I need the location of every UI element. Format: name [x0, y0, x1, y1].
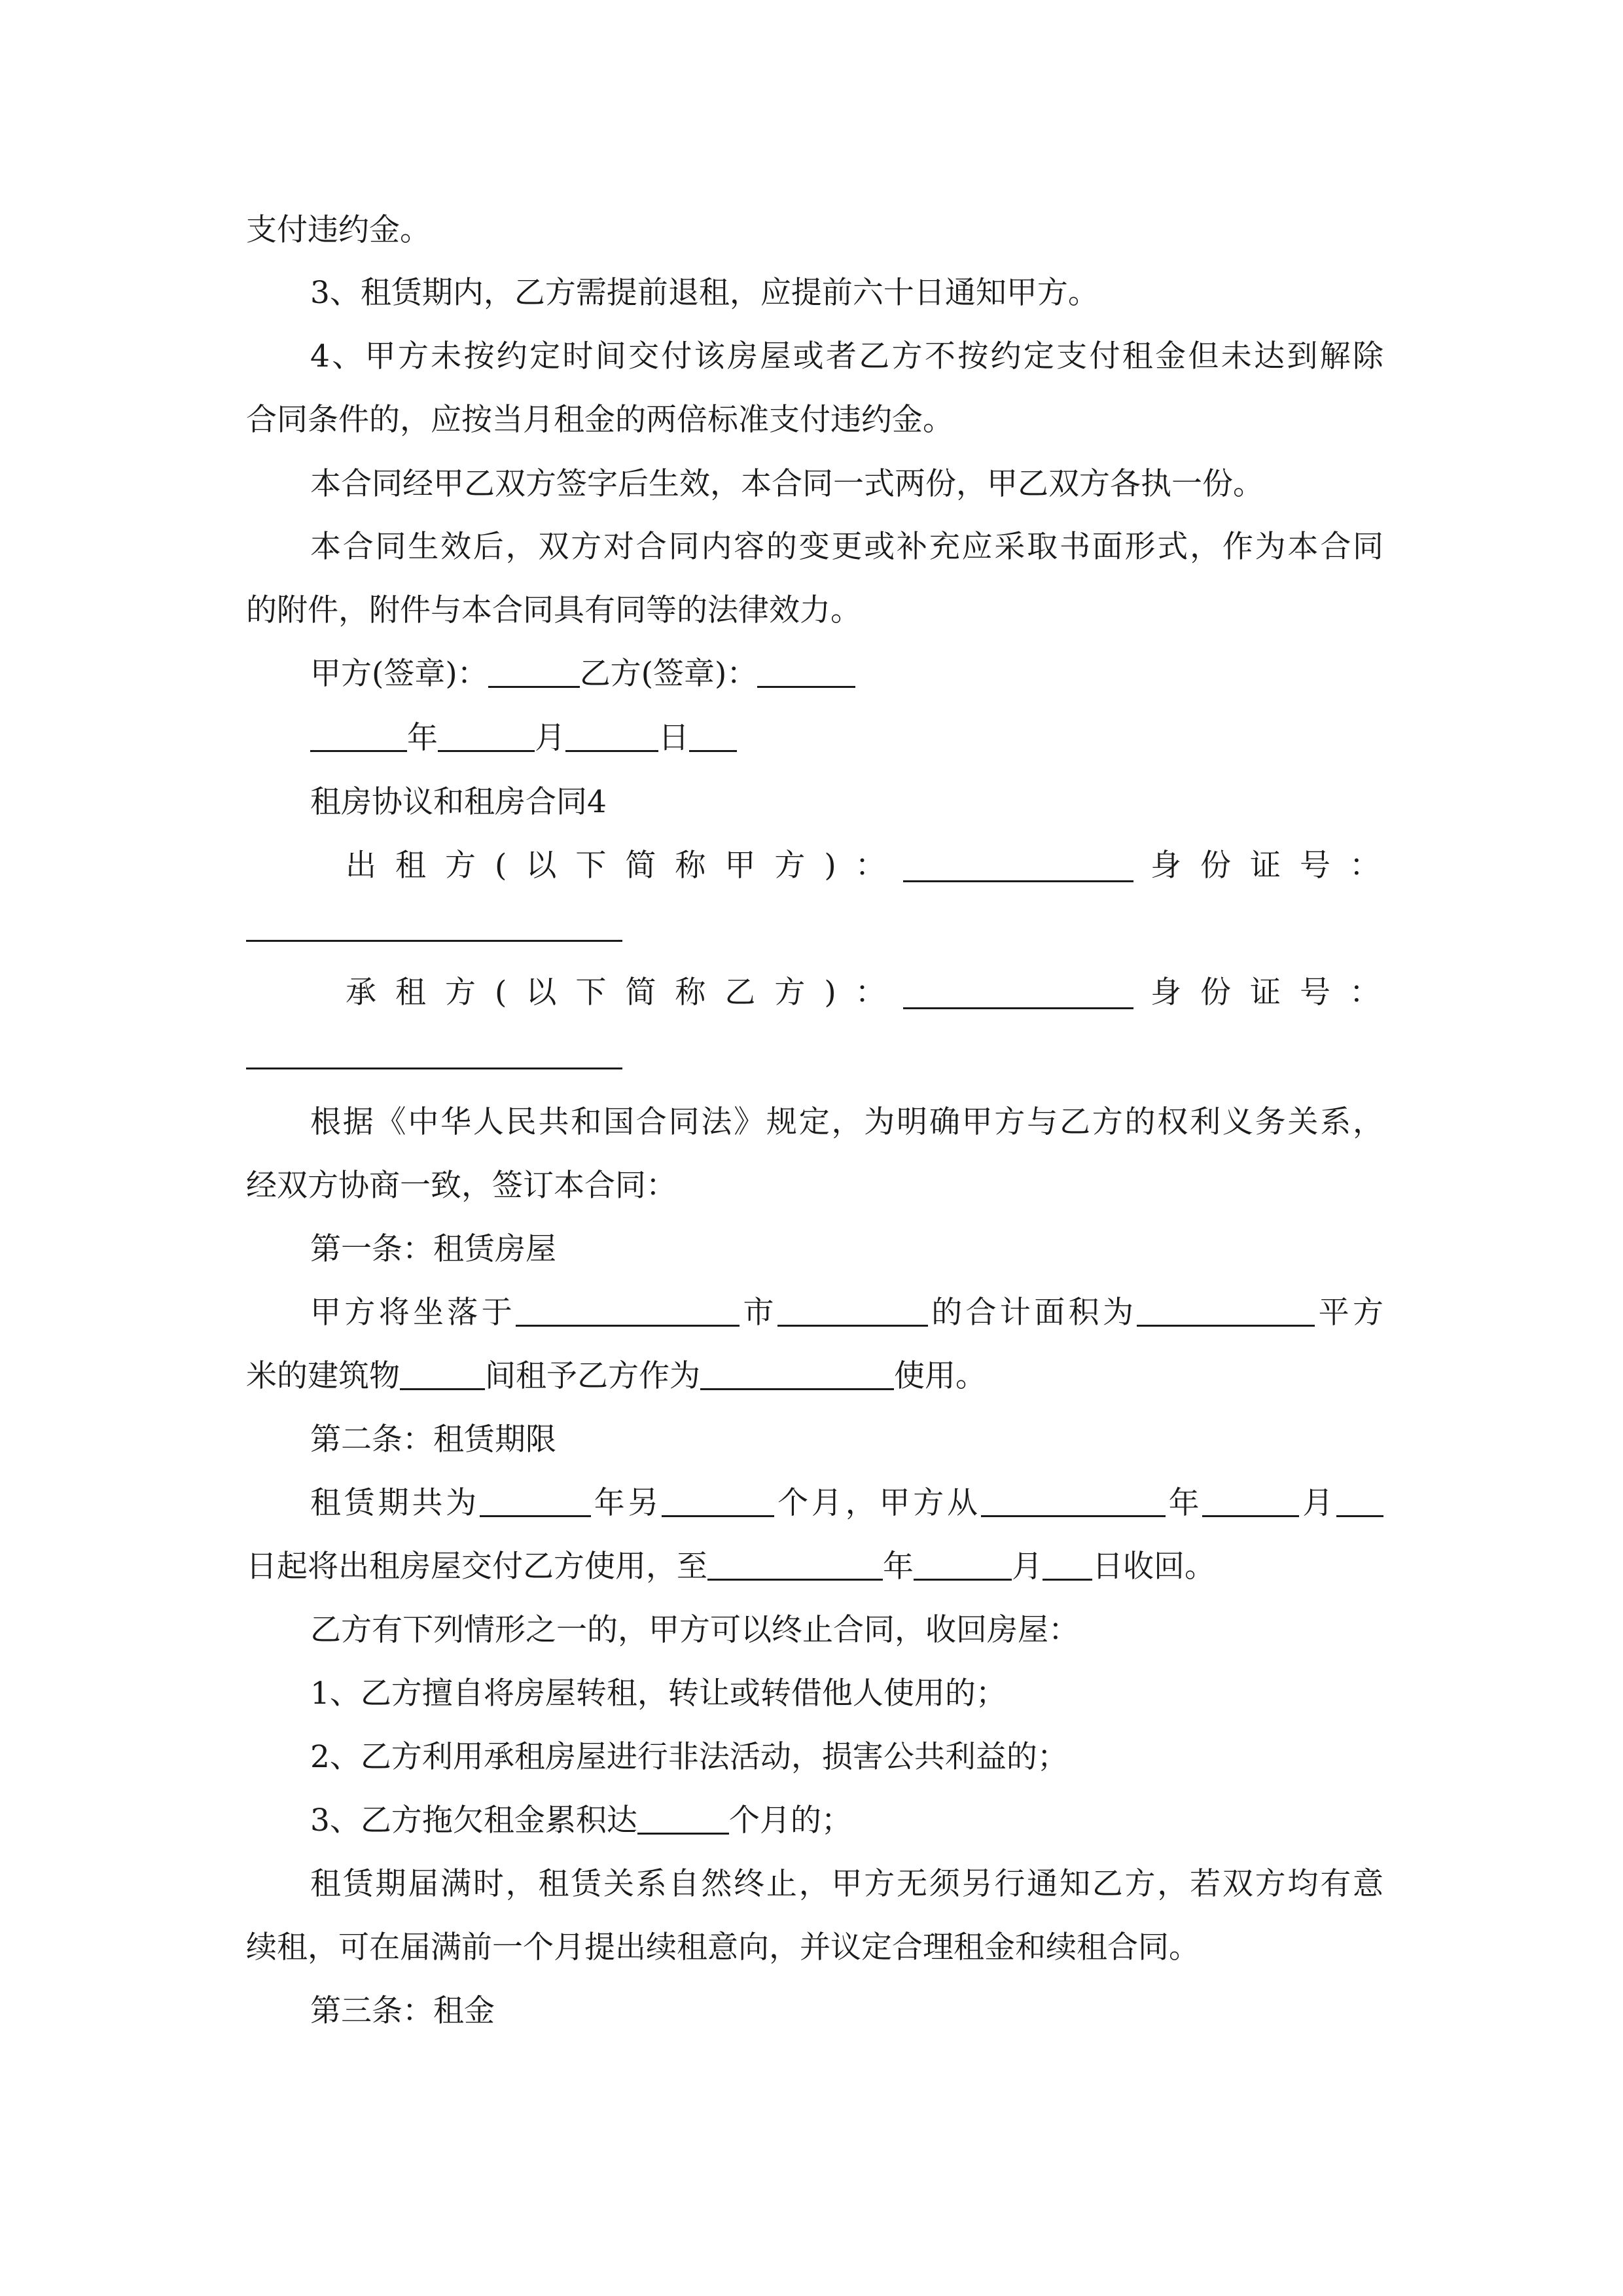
- paragraph-line: 租赁期届满时，租赁关系自然终止，甲方无须另行通知乙方，若双方均有意: [310, 1866, 1383, 1902]
- list-item: 1、乙方擅自将房屋转租，转让或转借他人使用的；: [310, 1676, 1007, 1712]
- overdue-months-blank: [637, 1803, 729, 1835]
- location-blank: [516, 1295, 740, 1327]
- paragraph-line: 乙方有下列情形之一的，甲方可以终止合同，收回房屋：: [310, 1612, 1079, 1648]
- lessor-line: [346, 846, 1399, 886]
- rooms-blank: [400, 1358, 485, 1390]
- lessee-name-blank: [903, 1007, 1133, 1009]
- date-year-blank: [310, 720, 407, 752]
- list-item: 2、乙方利用承租房屋进行非法活动，损害公共利益的；: [310, 1739, 1068, 1775]
- paragraph-line: 根据《中华人民共和国合同法》规定，为明确甲方与乙方的权利义务关系，: [310, 1104, 1383, 1140]
- paragraph-line: 支付违约金。: [246, 212, 431, 248]
- lessee-line: [346, 973, 1399, 1013]
- article1-line: 甲方将坐落于 市 的合计面积为 平方: [310, 1295, 1384, 1331]
- date-line: 年 月 日: [310, 719, 1383, 758]
- date-month-blank: [438, 720, 535, 752]
- article2-line: 租赁期共为 年另 个月，甲方从 年 月: [310, 1484, 1383, 1523]
- start-month-blank: [1202, 1485, 1299, 1517]
- start-year-blank: [981, 1485, 1166, 1517]
- end-month-blank: [914, 1549, 1012, 1581]
- signature-line: [310, 655, 1383, 694]
- usage-blank: [700, 1358, 894, 1390]
- article2-line: 日起将出租房屋交付乙方使用，至 年 月 日收回。: [246, 1549, 1215, 1585]
- end-day-blank: [1043, 1549, 1092, 1581]
- start-day-blank: [1336, 1485, 1383, 1517]
- date-day-blank: [565, 720, 658, 752]
- lessee-id-blank: [246, 1067, 622, 1069]
- paragraph-line: 3、租赁期内，乙方需提前退租，应提前六十日通知甲方。: [310, 275, 1099, 311]
- paragraph-line: 经双方协商一致，签订本合同：: [246, 1168, 677, 1204]
- list-item: 3、乙方拖欠租金累积达 个月的；: [310, 1803, 852, 1839]
- lessee-id-label: 身份证号：: [1150, 975, 1399, 1011]
- lessor-id-blank: [246, 940, 622, 942]
- article-heading: 第二条：租赁期限: [310, 1422, 556, 1458]
- city-blank: [777, 1295, 928, 1327]
- end-year-blank: [707, 1549, 883, 1581]
- lessor-name-blank: [903, 880, 1133, 882]
- paragraph-line: 本合同生效后，双方对合同内容的变更或补充应采取书面形式，作为本合同: [310, 529, 1383, 565]
- date-trailing-blank: [689, 720, 737, 752]
- article-heading: 第一条：租赁房屋: [310, 1231, 556, 1267]
- lessor-id-label: 身份证号：: [1150, 848, 1399, 884]
- lessee-label: 承租方(以下简称乙方)：: [346, 975, 905, 1011]
- term-months-blank: [662, 1485, 774, 1517]
- article1-line: 米的建筑物 间租予乙方作为 使用。: [246, 1358, 986, 1394]
- lessor-label: 出租方(以下简称甲方)：: [346, 848, 905, 884]
- party-b-signature-blank: [757, 656, 855, 688]
- paragraph-line: 本合同经甲乙双方签字后生效，本合同一式两份，甲乙双方各执一份。: [310, 466, 1264, 502]
- party-a-signature-label: 甲方(签章)：: [310, 656, 488, 692]
- paragraph-line: 的附件，附件与本合同具有同等的法律效力。: [246, 592, 861, 628]
- article-heading: 第三条：租金: [310, 1993, 495, 2029]
- paragraph-line: 合同条件的，应按当月租金的两倍标准支付违约金。: [246, 402, 954, 438]
- contract-title: 租房协议和租房合同4: [310, 784, 607, 820]
- paragraph-line: 4、甲方未按约定时间交付该房屋或者乙方不按约定支付租金但未达到解除: [310, 338, 1383, 374]
- party-b-signature-label: 乙方(签章)：: [579, 656, 758, 692]
- area-blank: [1137, 1295, 1315, 1327]
- party-a-signature-blank: [488, 656, 580, 688]
- paragraph-line: 续租，可在届满前一个月提出续租意向，并议定合理租金和续租合同。: [246, 1929, 1200, 1965]
- term-years-blank: [480, 1485, 591, 1517]
